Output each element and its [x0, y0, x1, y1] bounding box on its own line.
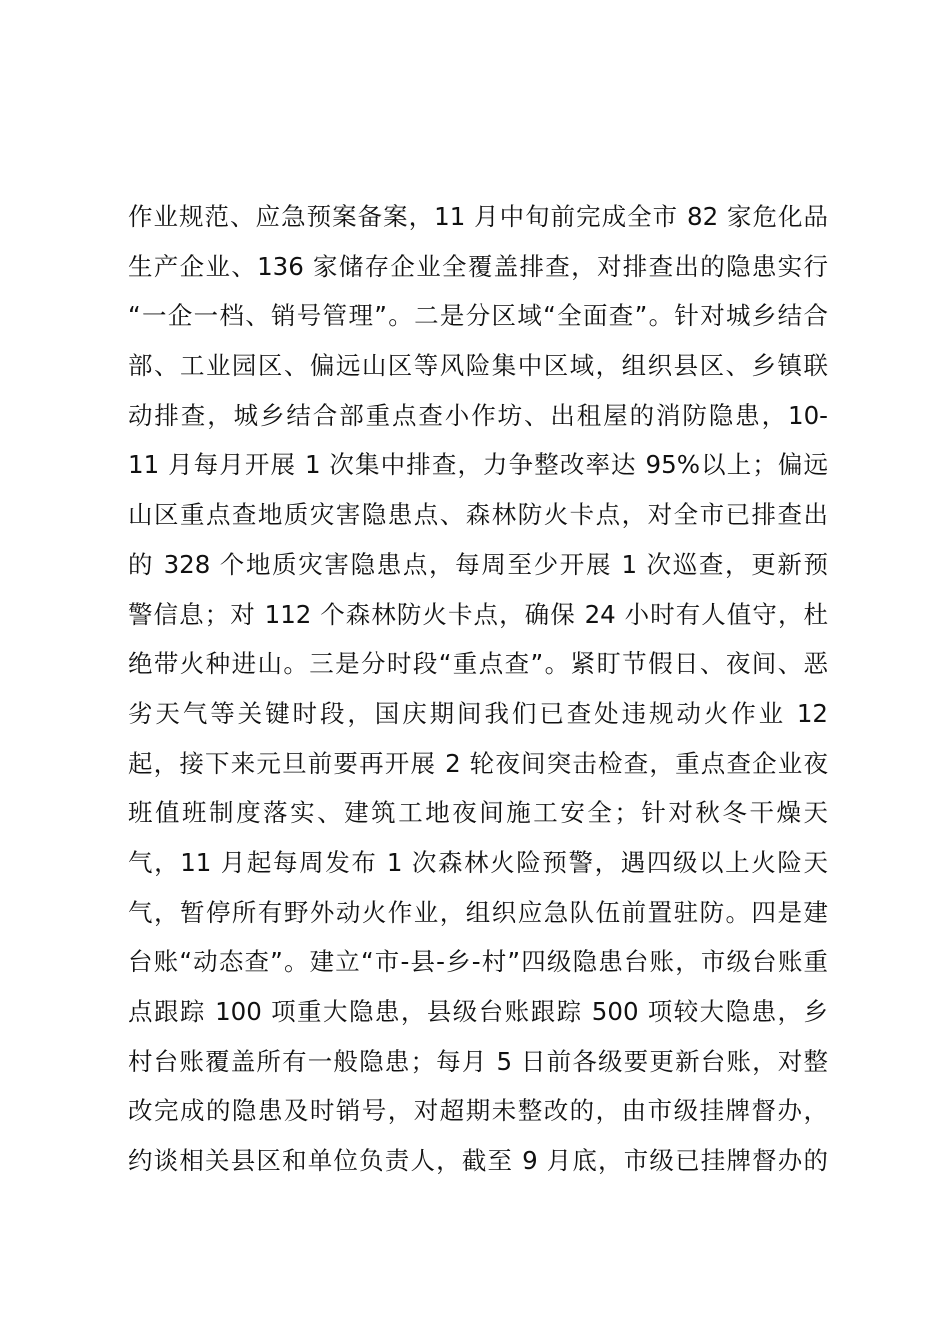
text-line: 作业规范、应急预案备案，11 月中旬前完成全市 82 家危化品: [128, 202, 828, 231]
text-line: 改完成的隐患及时销号，对超期未整改的，由市级挂牌督办，: [128, 1096, 828, 1126]
text-line: 村台账覆盖所有一般隐患；每月 5 日前各级要更新台账，对整: [128, 1046, 828, 1076]
text-line: 点跟踪 100 项重大隐患，县级台账跟踪 500 项较大隐患，乡: [128, 997, 828, 1026]
text-line: 山区重点查地质灾害隐患点、森林防火卡点，对全市已排查出: [128, 500, 828, 530]
text-line: 劣天气等关键时段，国庆期间我们已查处违规动火作业 12: [128, 698, 828, 728]
text-line: “一企一档、销号管理”。二是分区域“全面查”。针对城乡结合: [128, 301, 828, 331]
text-line: 警信息；对 112 个森林防火卡点，确保 24 小时有人值守，杜: [128, 599, 828, 629]
text-line: 台账“动态查”。建立“市-县-乡-村”四级隐患台账，市级台账重: [128, 947, 828, 977]
text-line: 气，暂停所有野外动火作业，组织应急队伍前置驻防。四是建: [128, 897, 828, 927]
text-line: 动排查，城乡结合部重点查小作坊、出租屋的消防隐患，10-: [128, 400, 828, 430]
text-line: 部、工业园区、偏远山区等风险集中区域，组织县区、乡镇联: [128, 351, 828, 381]
text-line: 约谈相关县区和单位负责人，截至 9 月底，市级已挂牌督办的: [128, 1146, 828, 1176]
text-line: 11 月每月开展 1 次集中排查，力争整改率达 95%以上；偏远: [128, 450, 828, 480]
text-line: 班值班制度落实、建筑工地夜间施工安全；针对秋冬干燥天: [128, 798, 828, 828]
text-line: 气，11 月起每周发布 1 次森林火险预警，遇四级以上火险天: [128, 847, 828, 877]
text-line: 起，接下来元旦前要再开展 2 轮夜间突击检查，重点查企业夜: [128, 748, 828, 778]
text-line: 的 328 个地质灾害隐患点，每周至少开展 1 次巡查，更新预: [128, 549, 828, 579]
text-line: 生产企业、136 家储存企业全覆盖排查，对排查出的隐患实行: [128, 251, 828, 281]
body-paragraph: [128, 192, 828, 1186]
text-line: 绝带火种进山。三是分时段“重点查”。紧盯节假日、夜间、恶: [128, 649, 828, 679]
